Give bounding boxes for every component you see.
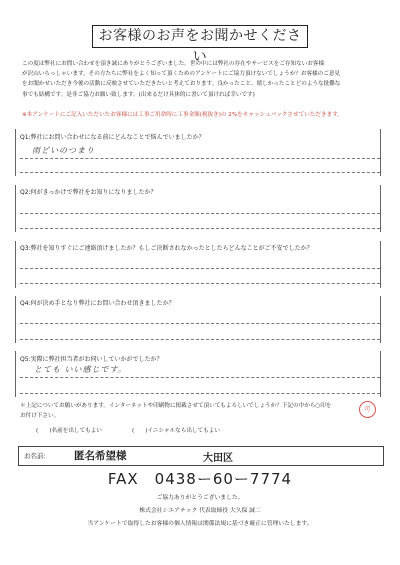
answer-line	[20, 339, 380, 340]
name-value: 匿名希望様	[74, 450, 127, 462]
consent-question: ＊上記についてお願いがあります。インターネットや印刷物に掲載させて頂いてもよろしいでしょうか？下記の中から○印を	[20, 403, 332, 409]
answer-line	[20, 393, 380, 394]
answer-line	[20, 283, 380, 284]
answer-line	[20, 323, 380, 324]
answer-line	[20, 213, 380, 214]
question-label: Q3:弊社を知りすぐにご連絡頂けましたか？もしご決断されなかったとしたらどんなことがご不安でしたか？	[20, 245, 313, 252]
frame-left	[15, 296, 16, 343]
cashback-note: ※本アンケートにご記入いただいたお客様には工事ご用命時に工事金額(税抜き)の 2%をキャッシュバックさせていただきます。	[22, 112, 343, 118]
answer-line	[20, 377, 380, 378]
survey-title: お客様のお声をお聞かせください	[92, 25, 308, 48]
frame-left	[15, 241, 16, 288]
handwritten-answer: 雨どいのつまり	[32, 146, 95, 155]
name-field-box	[18, 446, 384, 466]
frame-right	[380, 129, 381, 176]
intro-text: この度は弊社にお問い合わせを頂き誠にありがとうございました。世の中には弊社の存在やサービスをご存知ないお客様 が沢山いらっしゃいます。その方たちに弊社をよく知って頂くためのアンケートにご協力頂けないでしょうか？お客様のご意見 をお聞かせいただき今後の活動に反映させていただきたいと考えております。良かったこと、嬉しかったことどのような批難な 事でも結構です。是非ご協力お願い致します。(出来るだけ具体的に書いて頂ければ幸いです)	[22, 61, 341, 98]
question-label: Q4:何が決め手となり弊社にお問い合わせ頂きましたか？	[20, 300, 175, 307]
frame-right	[380, 351, 381, 397]
answer-line	[20, 172, 380, 173]
question-label: Q2:何がきっかけで弊社をお知りになりましたか？	[20, 189, 157, 196]
frame-right	[380, 296, 381, 343]
question-label: Q1:弊社にお問い合わせになる前にどんなことで悩んでいましたか？	[20, 134, 205, 141]
fax-number: FAX 0438ー60ー7774	[107, 470, 293, 488]
option-initial-ok: ( )イニシャルなら出してもよい	[132, 428, 220, 434]
frame-left	[15, 129, 16, 176]
option-name-ok: ( )名前を出してもよい	[36, 428, 102, 434]
frame-right	[380, 241, 381, 288]
frame-left	[15, 185, 16, 232]
name-label: お名前:	[24, 452, 46, 460]
question-label: Q5:実際に弊社担当者がお伺いしていかがでしたか？	[20, 356, 163, 363]
handwritten-answer: とても いい感じです。	[34, 365, 127, 374]
answer-line	[20, 268, 380, 269]
frame-left	[15, 351, 16, 397]
ward-value: 大田区	[203, 453, 233, 464]
consent-question-cont: お付け下さい。	[20, 413, 60, 419]
company-name: 株式会社シエアテック 代表取締役 大久保 誠二	[139, 508, 261, 514]
frame-right	[380, 185, 381, 232]
privacy-note: 当アンケートで取得したお客様の個人情報は関係法規に基づき厳正に管理いたします。	[87, 521, 313, 527]
approval-stamp: 可	[359, 401, 376, 418]
answer-line	[20, 158, 380, 159]
thanks-text: ご協力ありがとうございました。	[156, 495, 244, 501]
answer-line	[20, 228, 380, 229]
